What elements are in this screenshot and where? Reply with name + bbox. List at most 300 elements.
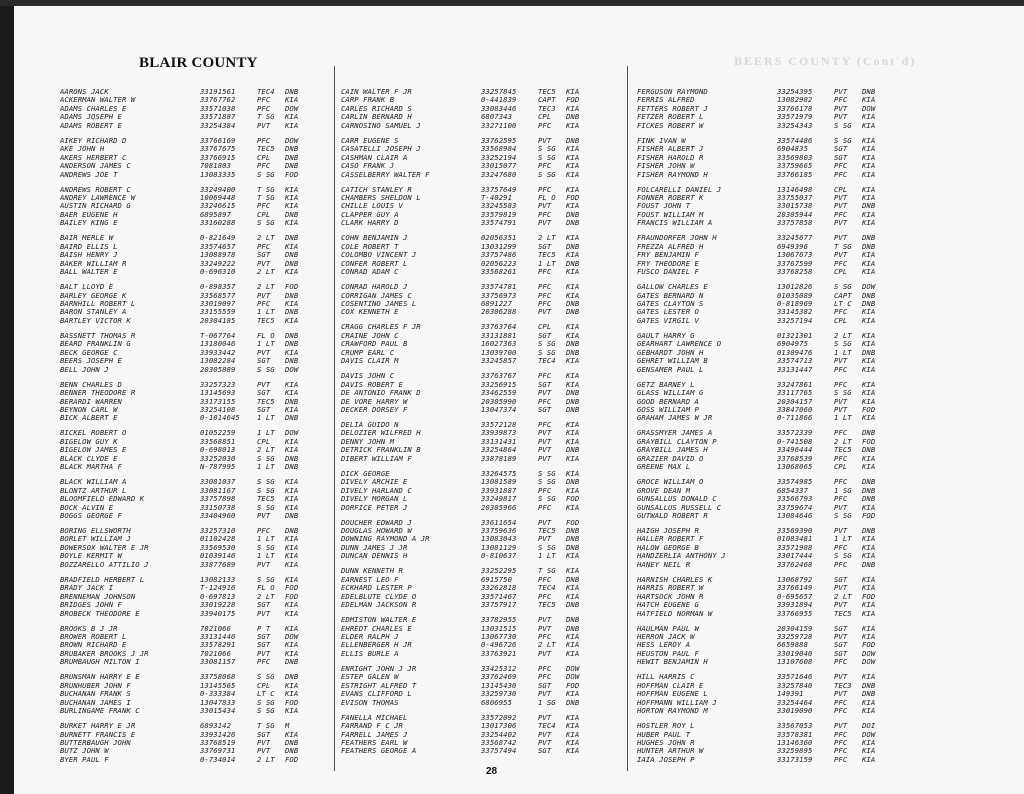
roster-block: [60, 429, 307, 471]
rank: PVT: [834, 251, 848, 260]
person-name: CARLIN BERNARD H: [341, 113, 412, 122]
serial-number: 13088978: [200, 251, 236, 260]
rank: PFC: [538, 397, 552, 406]
person-name: HALLER ROBERT F: [637, 535, 704, 544]
serial-number: 33245857: [481, 357, 517, 366]
person-name: EVANS CLIFFORD L: [341, 690, 412, 699]
roster-entry: [60, 707, 307, 715]
status: FOD: [285, 698, 299, 707]
person-name: DIVELY ARCHIE E: [341, 478, 408, 487]
serial-number: 33246615: [200, 202, 236, 211]
roster-entry: [341, 308, 588, 316]
rank: SGT: [257, 406, 271, 414]
rank: PFC: [538, 421, 552, 430]
rank: PFC: [834, 170, 848, 179]
status: KIA: [862, 380, 876, 389]
person-name: FISHER HAROLD R: [637, 153, 704, 162]
status: KIA: [566, 88, 580, 96]
rank: TEC5: [834, 609, 852, 618]
roster-entry: [637, 438, 884, 446]
status: KIA: [566, 283, 580, 292]
status: DNB: [862, 478, 876, 487]
status: KIA: [862, 268, 876, 277]
status: KIA: [566, 437, 580, 446]
status: KIA: [566, 251, 580, 260]
roster-entry: [341, 567, 588, 575]
serial-number: 33257323: [200, 380, 236, 389]
person-name: BAIRD ELLIS L: [60, 242, 118, 251]
serial-number: 33569390: [777, 527, 813, 536]
person-name: AUSTIN RICHARD G: [60, 202, 131, 211]
rank: PVT: [834, 88, 848, 96]
status: DNB: [862, 300, 876, 308]
status: KIA: [862, 463, 876, 472]
serial-number: 13146360: [777, 739, 813, 748]
serial-number: 33574791: [481, 219, 517, 228]
person-name: DORFICE PETER J: [341, 503, 408, 512]
rank: 2 LT: [257, 446, 275, 455]
roster-entry: [60, 398, 307, 406]
serial-number: 33766149: [777, 584, 813, 593]
status: DNB: [566, 259, 580, 268]
serial-number: 33762468: [777, 560, 813, 569]
rank: S SG: [257, 543, 275, 552]
roster-entry: [60, 495, 307, 503]
person-name: GAULT HARRY G: [637, 331, 695, 340]
rank: 2 LT: [834, 331, 852, 340]
rank: PVT: [538, 518, 552, 527]
roster-entry: [637, 699, 884, 707]
person-name: EDMISTON WALTER E: [341, 616, 417, 625]
roster-block: [637, 673, 884, 715]
roster-entry: [60, 171, 307, 179]
roster-entry: [637, 512, 884, 520]
roster-entry: [341, 323, 588, 331]
person-name: FRY BENJAMIN F: [637, 251, 699, 260]
roster-entry: [637, 625, 884, 633]
serial-number: 33247680: [481, 170, 517, 179]
roster-entry: [341, 113, 588, 121]
person-name: EHREDT CHARLES E: [341, 624, 412, 633]
status: KIA: [862, 552, 876, 561]
roster-entry: [60, 211, 307, 219]
roster-block: [637, 234, 884, 276]
serial-number: 33578381: [777, 730, 813, 739]
serial-number: 33768258: [777, 268, 813, 277]
serial-number: 33404960: [200, 512, 236, 520]
serial-number: 6949396: [777, 242, 808, 251]
rank: CPL: [834, 268, 848, 277]
status: FOD: [862, 406, 876, 414]
status: KIA: [285, 575, 299, 584]
status: KIA: [862, 170, 876, 179]
person-name: HAIGH JOSEPH R: [637, 527, 699, 536]
rank: PFC: [538, 503, 552, 512]
roster-entry: [637, 414, 884, 422]
status: M: [285, 722, 290, 731]
roster-entry: [60, 756, 307, 764]
serial-number: 0-333384: [200, 690, 236, 699]
rank: PVT: [834, 194, 848, 202]
serial-number: 33083446: [481, 104, 517, 113]
roster-entry: [637, 219, 884, 227]
status: DNB: [862, 291, 876, 300]
person-name: CRUMP EARL C: [341, 348, 395, 357]
serial-number: 01035089: [777, 291, 813, 300]
serial-number: 33145382: [777, 308, 813, 317]
serial-number: 6806955: [481, 698, 512, 707]
roster-block: [637, 137, 884, 179]
serial-number: 33877689: [200, 560, 236, 569]
serial-number: 33259730: [481, 690, 517, 699]
roster-entry: [60, 137, 307, 145]
person-name: BELL JOHN J: [60, 365, 109, 374]
person-name: GRAYBILL CLAYTON P: [637, 437, 717, 446]
roster-entry: [341, 722, 588, 730]
serial-number: 20305966: [481, 503, 517, 512]
roster-entry: [341, 527, 588, 535]
serial-number: 6854337: [777, 486, 808, 495]
rank: PVT: [538, 454, 552, 463]
person-name: BRADFIELD HERBERT L: [60, 575, 145, 584]
roster-entry: [60, 308, 307, 316]
status: KIA: [566, 170, 580, 179]
rank: LT C: [257, 690, 275, 699]
serial-number: 33762469: [481, 673, 517, 682]
person-name: BASSNETT THOMAS R: [60, 331, 136, 340]
roster-entry: [341, 552, 588, 560]
roster-entry: [60, 154, 307, 162]
person-name: COX KENNETH E: [341, 308, 399, 317]
status: DNB: [285, 88, 299, 96]
status: KIA: [566, 372, 580, 381]
status: FOD: [566, 681, 580, 690]
roster-entry: [637, 194, 884, 202]
status: KIA: [862, 601, 876, 610]
status: KIA: [862, 113, 876, 122]
status: KIA: [285, 389, 299, 398]
serial-number: 33574713: [777, 357, 813, 366]
person-name: BENN CHARLES D: [60, 380, 122, 389]
rank: PVT: [834, 722, 848, 731]
rank: 2 LT: [257, 283, 275, 292]
person-name: DETRICK FRANKLIN B: [341, 446, 421, 455]
status: KIA: [862, 609, 876, 618]
rank: CPL: [538, 323, 552, 332]
person-name: FRY THEODORE E: [637, 259, 699, 268]
person-name: HAULMAN PAUL W: [637, 624, 699, 633]
person-name: CRAWFORD PAUL B: [341, 340, 408, 349]
status: KIA: [285, 649, 299, 658]
rank: TEC5: [257, 397, 275, 406]
status: KIA: [862, 624, 876, 633]
person-name: CARNOSINO SAMUEL J: [341, 121, 421, 130]
serial-number: 33117765: [777, 389, 813, 398]
status: KIA: [285, 624, 299, 633]
status: DNB: [285, 145, 299, 154]
rank: S SG: [257, 478, 275, 487]
serial-number: 33254464: [777, 698, 813, 707]
serial-number: 33759636: [481, 527, 517, 536]
rank: PFC: [834, 560, 848, 569]
serial-number: 33131447: [777, 365, 813, 374]
status: FOD: [566, 518, 580, 527]
serial-number: 13084646: [777, 512, 813, 520]
serial-number: 33768539: [777, 454, 813, 463]
serial-number: 33571979: [777, 113, 813, 122]
serial-number: 0-810637: [481, 552, 517, 561]
status: DOW: [285, 429, 299, 438]
status: DNB: [566, 348, 580, 357]
serial-number: 33249222: [200, 259, 236, 268]
person-name: CATICH STANLEY R: [341, 185, 412, 194]
rank: FL O: [538, 194, 556, 202]
roster-entry: [637, 186, 884, 194]
person-name: BRADY JACK I: [60, 584, 114, 593]
rank: TEC4: [538, 584, 556, 593]
person-name: CLAPPER GUY A: [341, 210, 399, 219]
status: KIA: [285, 202, 299, 211]
person-name: DE ANTONIO FRANK D: [341, 389, 421, 398]
serial-number: 02056351: [481, 234, 517, 243]
status: DNB: [285, 463, 299, 472]
rank: SGT: [257, 389, 271, 398]
roster-entry: [637, 357, 884, 365]
roster-entry: [637, 317, 884, 325]
person-name: FISHER JOHN W: [637, 162, 695, 171]
roster-block: [637, 88, 884, 130]
status: KIA: [566, 291, 580, 300]
serial-number: 0-898357: [200, 283, 236, 292]
roster-entry: [60, 641, 307, 649]
status: KIA: [862, 210, 876, 219]
rank: PVT: [834, 633, 848, 642]
roster-entry: [341, 137, 588, 145]
serial-number: 13082982: [777, 96, 813, 105]
rank: PFC: [538, 673, 552, 682]
status: KIA: [285, 406, 299, 414]
serial-number: 33131446: [200, 633, 236, 642]
person-name: GROCE WILLIAM O: [637, 478, 704, 487]
person-name: AKE JOHN H: [60, 145, 105, 154]
roster-entry: [637, 260, 884, 268]
status: KIA: [566, 104, 580, 113]
rank: PVT: [538, 446, 552, 455]
serial-number: 33847060: [777, 406, 813, 414]
rank: 1 LT: [257, 414, 275, 423]
serial-number: 13082284: [200, 357, 236, 366]
serial-number: 20306288: [481, 308, 517, 317]
roster-block: [60, 673, 307, 715]
status: KIA: [862, 389, 876, 398]
roster-entry: [341, 398, 588, 406]
rank: PVT: [834, 503, 848, 512]
serial-number: 33567053: [777, 722, 813, 731]
roster-entry: [60, 317, 307, 325]
roster-entry: [60, 381, 307, 389]
status: DNB: [566, 340, 580, 349]
person-name: GUNSALLUS DONALD C: [637, 495, 717, 504]
roster-entry: [637, 576, 884, 584]
status: KIA: [862, 575, 876, 584]
rank: S SG: [834, 552, 852, 561]
rank: PFC: [257, 136, 271, 145]
roster-entry: [341, 406, 588, 414]
rank: TEC5: [538, 251, 556, 260]
serial-number: 33131431: [481, 437, 517, 446]
roster-block: [341, 421, 588, 463]
serial-number: 0-818969: [777, 300, 813, 308]
person-name: GROVE DEAN M: [637, 486, 691, 495]
rank: S SG: [538, 478, 556, 487]
roster-entry: [341, 690, 588, 698]
roster-entry: [60, 389, 307, 397]
status: KIA: [285, 560, 299, 569]
serial-number: 01321301: [777, 331, 813, 340]
rank: PVT: [538, 429, 552, 438]
person-name: BALL WALTER E: [60, 268, 118, 277]
serial-number: 33572092: [481, 713, 517, 722]
rank: CPL: [834, 316, 848, 325]
status: KIA: [862, 454, 876, 463]
rank: PVT: [257, 512, 271, 520]
roster-entry: [341, 194, 588, 202]
roster-entry: [637, 756, 884, 764]
person-name: HOFFMAN EUGENE L: [637, 690, 708, 699]
serial-number: 33256915: [481, 380, 517, 389]
roster-entry: [341, 699, 588, 707]
roster-entry: [60, 747, 307, 755]
roster-column-2: [341, 88, 588, 763]
roster-entry: [341, 340, 588, 348]
roster-entry: [341, 504, 588, 512]
status: DNB: [566, 219, 580, 228]
person-name: DUNCAN DENNIS H: [341, 552, 408, 561]
rank: 1 LT: [257, 463, 275, 472]
rank: 1 LT: [257, 340, 275, 349]
rank: PFC: [834, 495, 848, 504]
rank: CAPT: [538, 96, 556, 105]
person-name: BIGELOW JAMES E: [60, 446, 127, 455]
rank: PVT: [538, 389, 552, 398]
person-name: BARON STANLEY A: [60, 308, 127, 317]
rank: PFC: [834, 380, 848, 389]
status: KIA: [862, 259, 876, 268]
rank: PFC: [834, 162, 848, 171]
rank: T SG: [257, 722, 275, 731]
serial-number: 6904835: [777, 145, 808, 154]
serial-number: 33155559: [200, 308, 236, 317]
person-name: GATES LESTER O: [637, 308, 699, 317]
roster-entry: [60, 650, 307, 658]
rank: PVT: [834, 601, 848, 610]
serial-number: 33757917: [481, 601, 517, 610]
rank: S SG: [257, 486, 275, 495]
serial-number: 33271100: [481, 121, 517, 130]
roster-entry: [341, 429, 588, 437]
roster-entry: [60, 202, 307, 210]
serial-number: 33496444: [777, 446, 813, 455]
roster-block: [341, 283, 588, 317]
roster-block: [637, 478, 884, 520]
roster-entry: [341, 186, 588, 194]
status: DNB: [566, 535, 580, 544]
status: KIA: [566, 739, 580, 748]
status: DNB: [566, 136, 580, 145]
status: KIA: [862, 707, 876, 716]
roster-block: [60, 527, 307, 569]
rank: PFC: [257, 162, 271, 171]
roster-entry: [60, 487, 307, 495]
rank: PVT: [257, 121, 271, 130]
person-name: BIGELOW GUY K: [60, 437, 118, 446]
roster-entry: [341, 455, 588, 463]
status: DNB: [285, 397, 299, 406]
person-name: BECK GEORGE C: [60, 348, 118, 357]
rank: S SG: [257, 575, 275, 584]
status: KIA: [862, 194, 876, 202]
status: KIA: [566, 567, 580, 576]
serial-number: 0-695657: [777, 592, 813, 601]
roster-entry: [637, 633, 884, 641]
serial-number: 33191561: [200, 88, 236, 96]
person-name: ELLIS BURLE A: [341, 649, 399, 658]
roster-entry: [341, 162, 588, 170]
person-name: BOWERSOX WALTER E JR: [60, 543, 149, 552]
person-name: COHN BENJAMIN J: [341, 234, 408, 243]
person-name: BEERS JOSEPH E: [60, 357, 122, 366]
person-name: GUNSALLUS RUSSELL C: [637, 503, 722, 512]
status: KIA: [566, 730, 580, 739]
roster-entry: [60, 455, 307, 463]
rank: TEC5: [834, 446, 852, 455]
roster-entry: [60, 162, 307, 170]
serial-number: 33762595: [481, 136, 517, 145]
roster-entry: [341, 633, 588, 641]
rank: TEC5: [538, 527, 556, 536]
roster-block: [60, 332, 307, 374]
person-name: ELDER RALPH J: [341, 633, 399, 642]
rank: S SG: [538, 340, 556, 349]
rank: SGT: [834, 145, 848, 154]
roster-entry: [60, 243, 307, 251]
serial-number: 13031299: [481, 242, 517, 251]
rank: PFC: [834, 543, 848, 552]
document-page: [14, 6, 1024, 794]
roster-block: [637, 429, 884, 471]
rank: TEC5: [538, 88, 556, 96]
roster-entry: [341, 673, 588, 681]
person-name: BLACK WILLIAM A: [60, 478, 127, 487]
status: KIA: [566, 429, 580, 438]
status: KIA: [285, 268, 299, 277]
serial-number: 20304185: [200, 316, 236, 325]
person-name: BAIR MERLE W: [60, 234, 114, 243]
roster-entry: [60, 561, 307, 569]
serial-number: 33767762: [200, 96, 236, 105]
roster-entry: [637, 722, 884, 730]
serial-number: 6893142: [200, 722, 231, 731]
status: DNB: [566, 527, 580, 536]
roster-entry: [341, 372, 588, 380]
rank: S SG: [257, 503, 275, 512]
status: DNB: [285, 739, 299, 748]
serial-number: 33252194: [481, 153, 517, 162]
rank: S SG: [834, 512, 852, 520]
roster-entry: [637, 682, 884, 690]
person-name: BRIDGES JOHN F: [60, 601, 122, 610]
roster-entry: [341, 243, 588, 251]
